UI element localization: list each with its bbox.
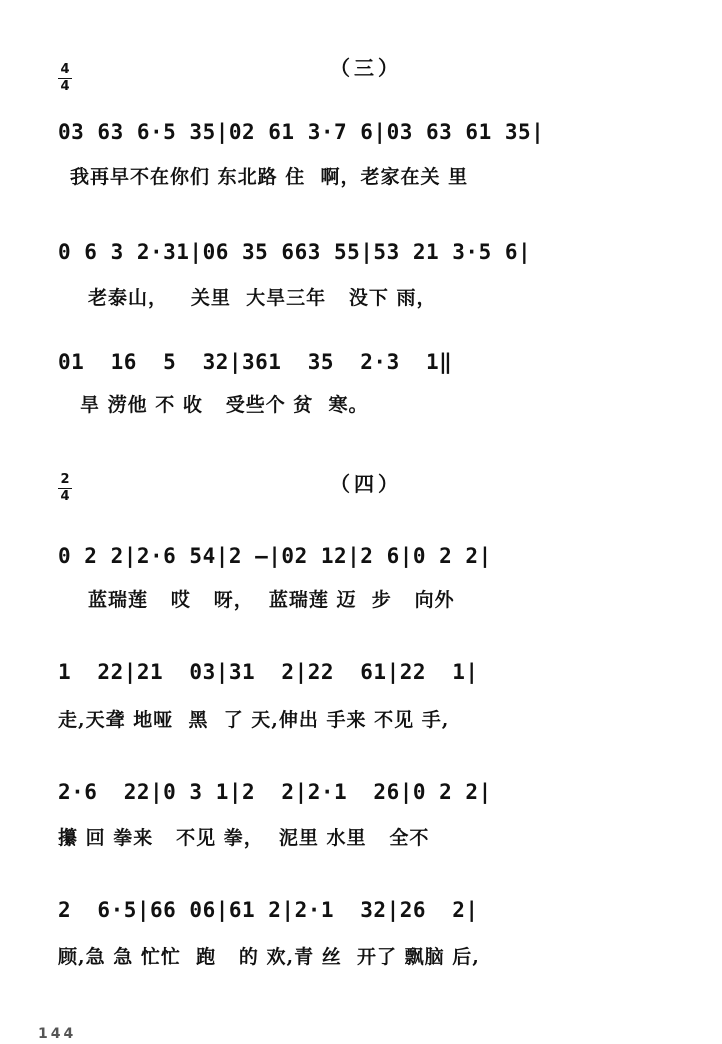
section3-title: （三）	[330, 56, 402, 80]
time-signature-section3	[58, 64, 72, 93]
notation-line: 1 22|21 03|31 2|22 61|22 1|	[58, 660, 479, 684]
time-signature-bottom: 4	[60, 79, 70, 94]
lyric-line: 老泰山， 关里 大旱三年 没下 雨，	[88, 287, 437, 309]
notation-line: 2 6·5|66 06|61 2|2·1 32|26 2|	[58, 898, 479, 922]
notation-line: 03 63 6·5 35|02 61 3·7 6|03 63 61 35|	[58, 120, 545, 144]
section4-title: （四）	[330, 472, 402, 496]
lyric-line: 蓝瑞莲 哎 呀， 蓝瑞莲 迈 步 向外	[88, 589, 455, 611]
notation-line: 01 16 5 32|361 35 2·3 1‖	[58, 350, 453, 374]
time-signature-section4	[58, 474, 72, 503]
time-signature-top: 4	[60, 62, 70, 77]
time-signature-top: 2	[60, 472, 70, 487]
time-signature-bottom: 4	[60, 489, 70, 504]
lyric-line: 走,天聋 地哑 黑 了 天,伸出 手来 不见 手,	[58, 709, 450, 731]
lyric-line: 攥 回 拳来 不见 拳， 泥里 水里 全不	[58, 827, 430, 849]
lyric-line: 顾,急 急 忙忙 跑 的 欢,青 丝 开了 飘脑 后,	[58, 946, 480, 968]
lyric-line: 我再早不在你们 东北路 住 啊，老家在关 里	[70, 166, 469, 188]
notation-line: 2·6 22|0 3 1|2 2|2·1 26|0 2 2|	[58, 780, 492, 804]
lyric-line: 旱 涝他 不 收 受些个 贫 寒。	[80, 394, 369, 416]
notation-line: 0 6 3 2·31|06 35 663 55|53 21 3·5 6|	[58, 240, 532, 264]
notation-line: 0 2 2|2·6 54|2 —|02 12|2 6|0 2 2|	[58, 544, 492, 568]
page-number: 144	[38, 1026, 77, 1042]
